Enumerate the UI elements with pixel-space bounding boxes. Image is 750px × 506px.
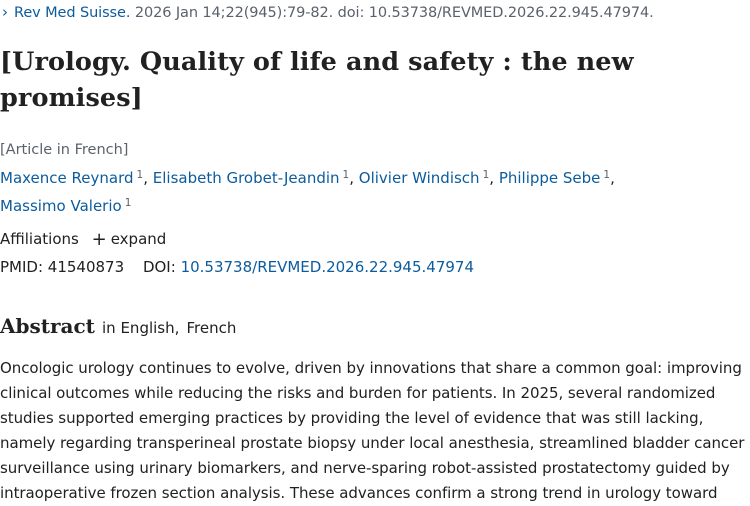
authors-list: Maxence Reynard $^1$, Elisabeth Grobet-Jeandin $^1$, Olivier Windisch $^1$, Philippe Sebe $^1$, Massimo Valerio $^1$	[0, 169, 615, 215]
language-note: [Article in French]	[0, 142, 129, 158]
affiliation-ref[interactable]: 1	[603, 169, 611, 181]
affiliation-ref[interactable]: 1	[482, 169, 490, 181]
chevron-right-icon[interactable]: ›	[2, 3, 8, 21]
affiliations-row	[0, 230, 166, 248]
expand-affiliations-button[interactable]	[92, 230, 167, 248]
affiliation-ref[interactable]: 1	[136, 169, 144, 181]
abstract-heading-row	[0, 314, 236, 338]
doi-link[interactable]: 10.53738/REVMED.2026.22.945.47974	[180, 258, 474, 276]
abstract-text: Oncologic urology continues to evolve, driven by innovations that share a common goal: improving clinical outcomes while reducing the risks and burden for patients. In 2025, several randomized studies supported emerging practices by providing the level of evidence that was still lacking, namely regarding transperineal prostate biopsy under local anesthesia, streamlined bladder cancer surveillance using urinary biomarkers, and nerve-sparing robot-assisted prostatectomy guided by intraoperative frozen section analysis. These advances confirm a strong trend in urology toward	[0, 359, 745, 502]
author-link[interactable]: Maxence Reynard	[0, 169, 134, 187]
author-link[interactable]: Elisabeth Grobet-Jeandin	[152, 169, 340, 187]
pmid-value: 41540873	[47, 258, 125, 276]
affiliation-ref[interactable]: 1	[342, 169, 350, 181]
author-link[interactable]: Massimo Valerio	[0, 197, 122, 215]
journal-link[interactable]: Rev Med Suisse.	[14, 5, 131, 21]
affiliations-label: Affiliations	[0, 230, 79, 248]
expand-label: expand	[110, 230, 167, 248]
article-title: [Urology. Quality of life and safety : the new promises]	[0, 47, 634, 113]
identifiers-row	[0, 258, 474, 276]
citation-details: 2026 Jan 14;22(945):79-82. doi: 10.53738/REVMED.2026.22.945.47974.	[134, 5, 654, 21]
french-abstract-link[interactable]: French	[186, 319, 237, 337]
citation-line	[2, 3, 654, 21]
author-link[interactable]: Philippe Sebe	[498, 169, 601, 187]
plus-icon: +	[91, 229, 107, 250]
abstract-heading: Abstract	[0, 314, 95, 338]
author-link[interactable]: Olivier Windisch	[358, 169, 480, 187]
pmid-label: PMID:	[0, 258, 44, 276]
doi-label: DOI:	[142, 258, 176, 276]
abstract-language: in English,	[102, 319, 180, 337]
affiliation-ref[interactable]: 1	[124, 197, 132, 209]
